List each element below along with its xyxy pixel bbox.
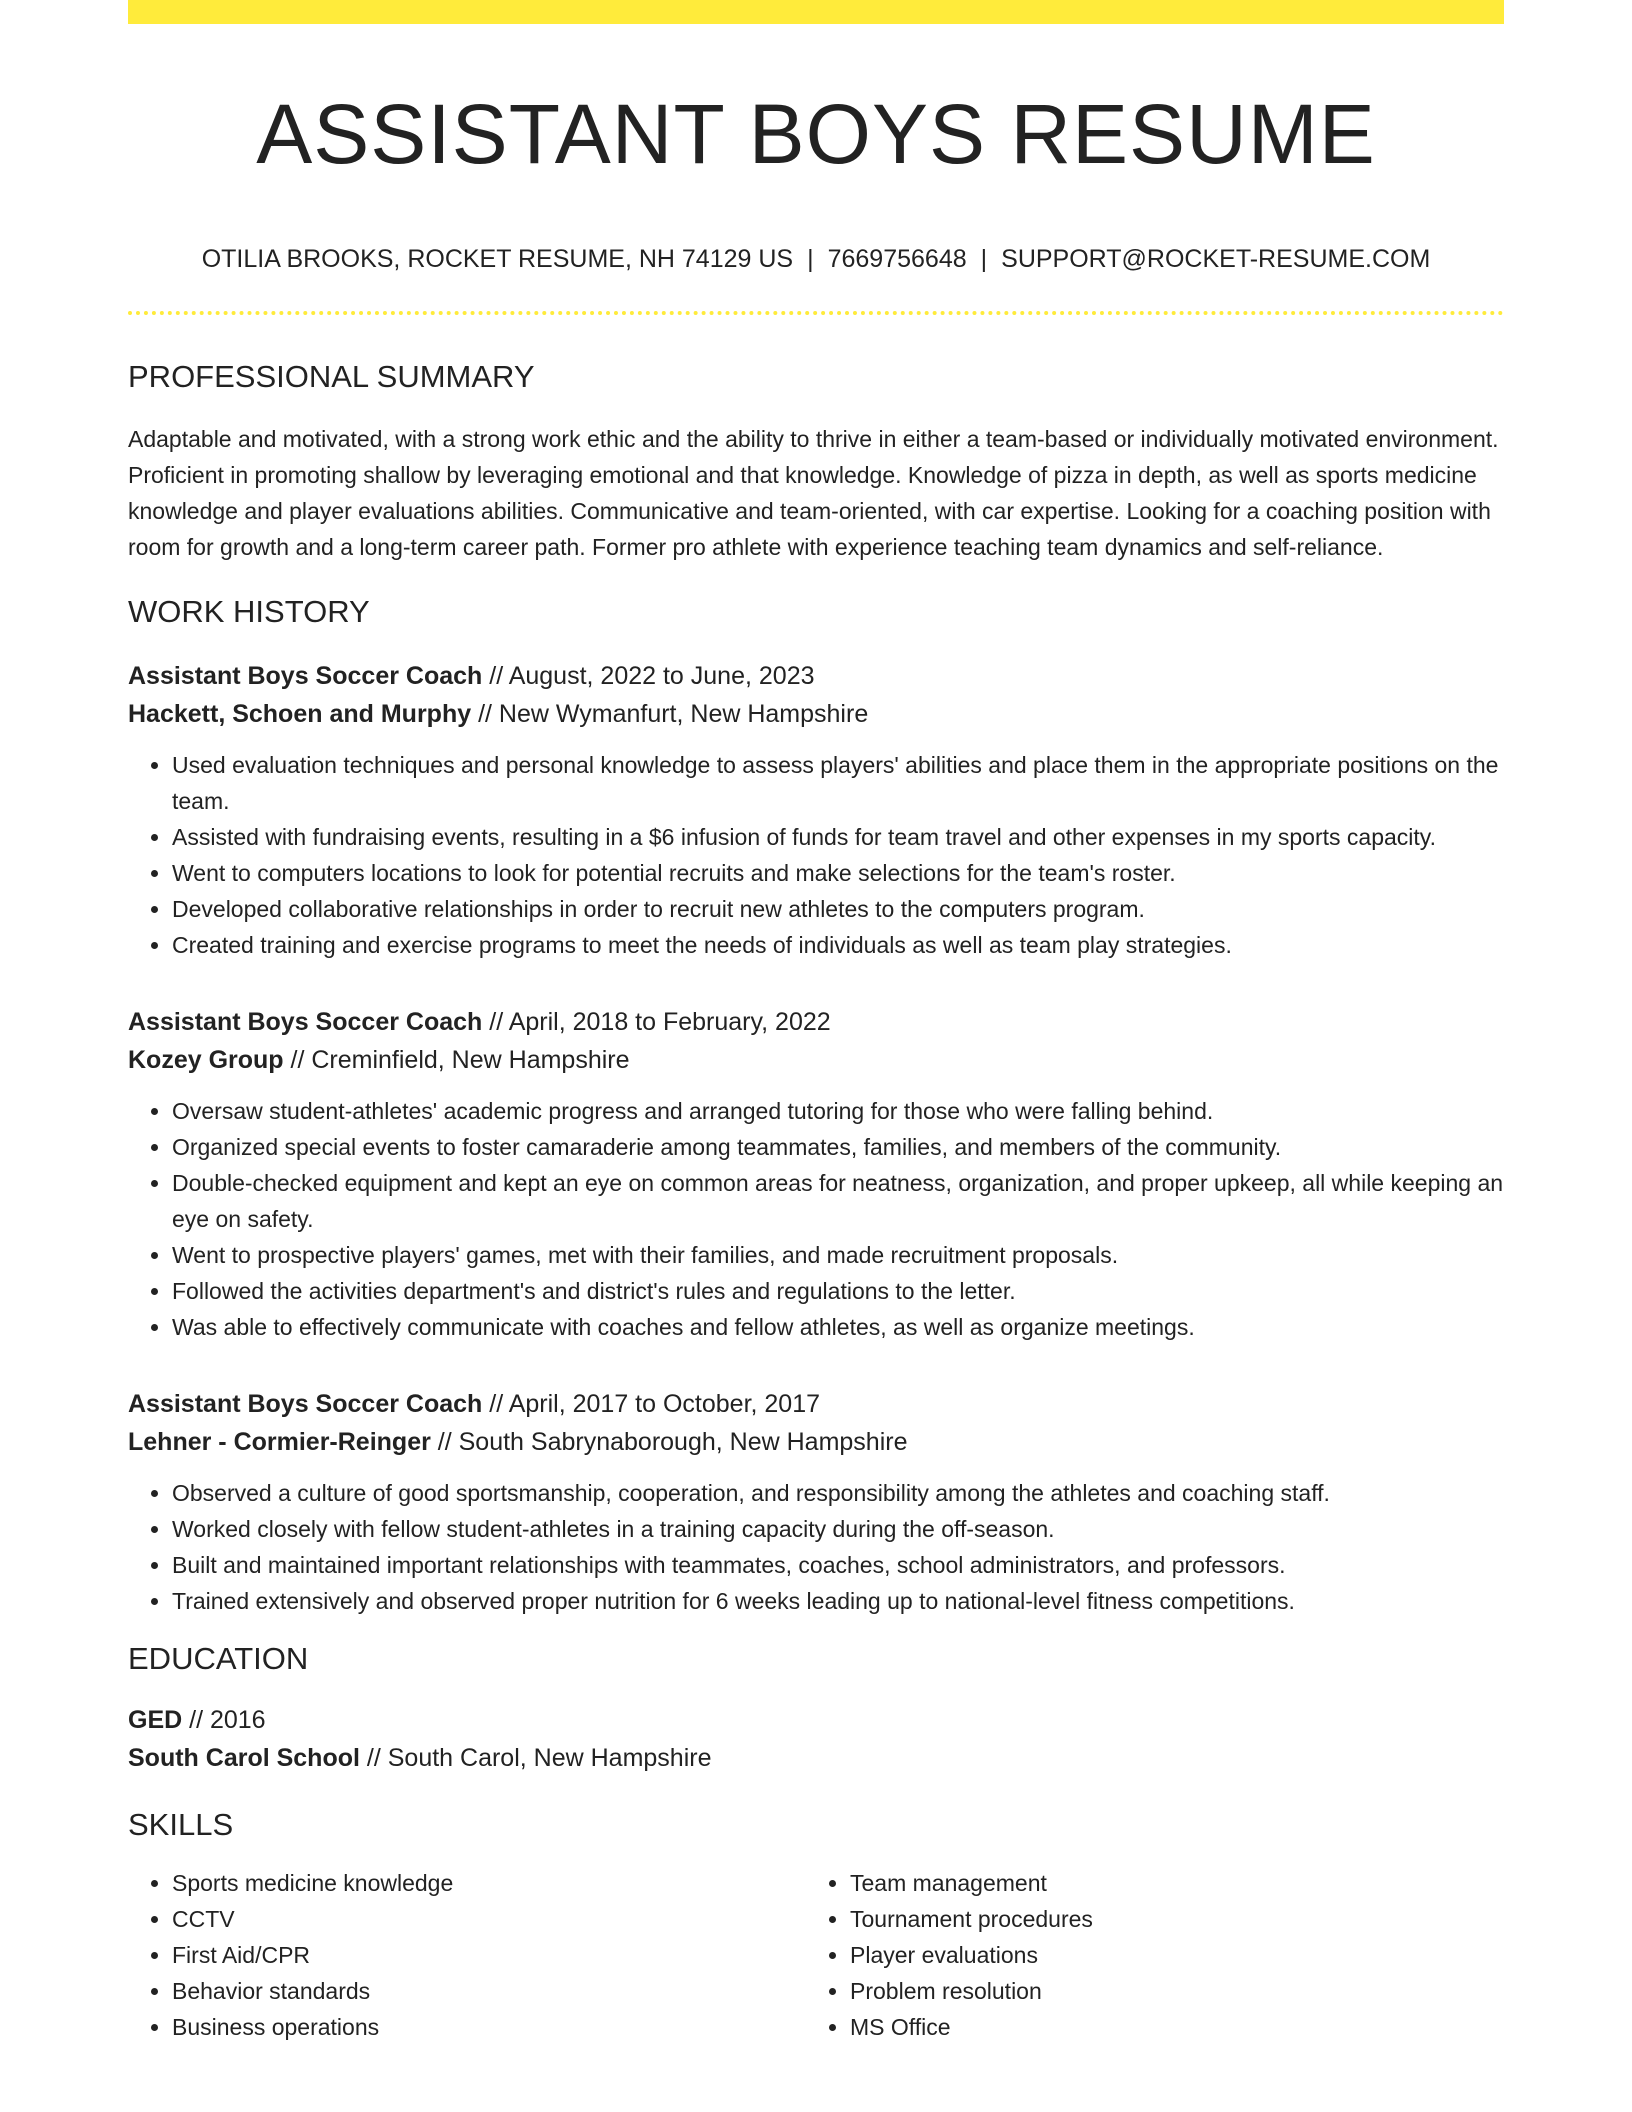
skill-item: • Player evaluations [850,1937,1484,1973]
summary-heading: PROFESSIONAL SUMMARY [128,359,535,394]
dotted-divider [128,311,1504,315]
skills-list [128,1865,1504,2045]
job-company: Hackett, Schoen and Murphy [128,700,472,728]
job-title-line [128,657,1504,695]
job-dates: // April, 2018 to February, 2022 [482,1008,831,1036]
job-company-line [128,695,1504,733]
contact-separator: | [980,245,988,273]
skill-item: • Problem resolution [850,1973,1484,2009]
resume-content [128,24,1504,2045]
skill-item: • Sports medicine knowledge [172,1865,806,1901]
job-dates: // August, 2022 to June, 2023 [482,662,815,690]
education-school-line [128,1739,1504,1777]
contact-email: SUPPORT@ROCKET-RESUME.COM [1001,245,1431,273]
work-history-heading: WORK HISTORY [128,594,370,629]
job-company: Kozey Group [128,1046,284,1074]
contact-separator: | [807,245,814,273]
contact-address: OTILIA BROOKS, ROCKET RESUME, NH 74129 US [201,245,794,273]
education-heading: EDUCATION [128,1641,309,1676]
job-title: Assistant Boys Soccer Coach [128,1008,483,1036]
job-bullet: • Double-checked equipment and kept an eye on common areas for neatness, organization, and proper upkeep, all while keeping an eye on safety. [172,1165,1504,1237]
job-title: Assistant Boys Soccer Coach [128,662,483,690]
job-bullet: • Observed a culture of good sportsmanship, cooperation, and responsibility among the athletes and coaching staff. [172,1475,1504,1511]
job-company: Lehner - Cormier-Reinger [128,1428,431,1456]
job-title-line [128,1003,1504,1041]
job-company-line [128,1041,1504,1079]
job-bullets [128,747,1504,963]
education-degree-line [128,1701,1504,1739]
work-history-list [128,657,1504,1619]
job-bullet: • Used evaluation techniques and personal knowledge to assess players' abilities and place them in the appropriate positions on the team. [172,747,1504,819]
job-bullets [128,1475,1504,1619]
job-entry [128,657,1504,963]
contact-line [128,242,1504,276]
education-degree: GED [128,1706,183,1734]
job-company-line [128,1423,1504,1461]
education-school: South Carol School [128,1744,360,1772]
job-bullet: • Went to computers locations to look for potential recruits and make selections for the team's roster. [172,855,1504,891]
job-bullet: • Oversaw student-athletes' academic progress and arranged tutoring for those who were falling behind. [172,1093,1504,1129]
accent-top-bar [128,0,1504,24]
skill-item: • Business operations [172,2009,806,2045]
skill-item: • MS Office [850,2009,1484,2045]
job-bullet: • Worked closely with fellow student-athletes in a training capacity during the off-season. [172,1511,1504,1547]
summary-text: Adaptable and motivated, with a strong work ethic and the ability to thrive in either a team-based or individually motivated environment. Proficient in promoting shallow by leveraging emotional and that knowledge. Knowledge of pizza in depth, as well as sports medicine knowledge and player evaluations abilities. Communicative and team-oriented, with car expertise. Looking for a coaching position with room for growth and a long-term career path. Former pro athlete with experience teaching team dynamics and self-reliance. [128,426,1499,560]
job-title-line [128,1385,1504,1423]
job-dates: // April, 2017 to October, 2017 [482,1390,821,1418]
job-location: // Creminfield, New Hampshire [283,1046,630,1074]
skill-item: • First Aid/CPR [172,1937,806,1973]
job-location: // South Sabrynaborough, New Hampshire [430,1428,908,1456]
job-bullet: • Organized special events to foster camaraderie among teammates, families, and members of the community. [172,1129,1504,1165]
skill-item: • CCTV [172,1901,806,1937]
job-entry [128,1385,1504,1619]
job-bullet: • Trained extensively and observed proper nutrition for 6 weeks leading up to national-level fitness competitions. [172,1583,1504,1619]
job-bullet: • Followed the activities department's and district's rules and regulations to the letter. [172,1273,1504,1309]
job-location: // New Wymanfurt, New Hampshire [471,700,869,728]
job-bullet: • Assisted with fundraising events, resulting in a $6 infusion of funds for team travel and other expenses in my sports capacity. [172,819,1504,855]
job-title: Assistant Boys Soccer Coach [128,1390,483,1418]
skill-item: • Team management [850,1865,1484,1901]
job-bullet: • Developed collaborative relationships in order to recruit new athletes to the computers program. [172,891,1504,927]
skills-column-left [128,1865,806,2045]
resume-title: ASSISTANT BOYS RESUME [256,87,1376,181]
job-bullet: • Built and maintained important relationships with teammates, coaches, school administrators, and professors. [172,1547,1504,1583]
skills-heading: SKILLS [128,1807,234,1842]
education-year: // 2016 [182,1706,266,1734]
job-bullet: • Was able to effectively communicate with coaches and fellow athletes, as well as organize meetings. [172,1309,1504,1345]
education-entry [128,1701,1504,1777]
job-bullet: • Went to prospective players' games, met with their families, and made recruitment proposals. [172,1237,1504,1273]
skills-column-right [806,1865,1484,2045]
contact-phone: 7669756648 [827,245,967,273]
job-bullets [128,1093,1504,1345]
job-bullet: • Created training and exercise programs to meet the needs of individuals as well as team play strategies. [172,927,1504,963]
job-entry [128,1003,1504,1345]
education-location: // South Carol, New Hampshire [359,1744,712,1772]
skill-item: • Behavior standards [172,1973,806,2009]
skill-item: • Tournament procedures [850,1901,1484,1937]
